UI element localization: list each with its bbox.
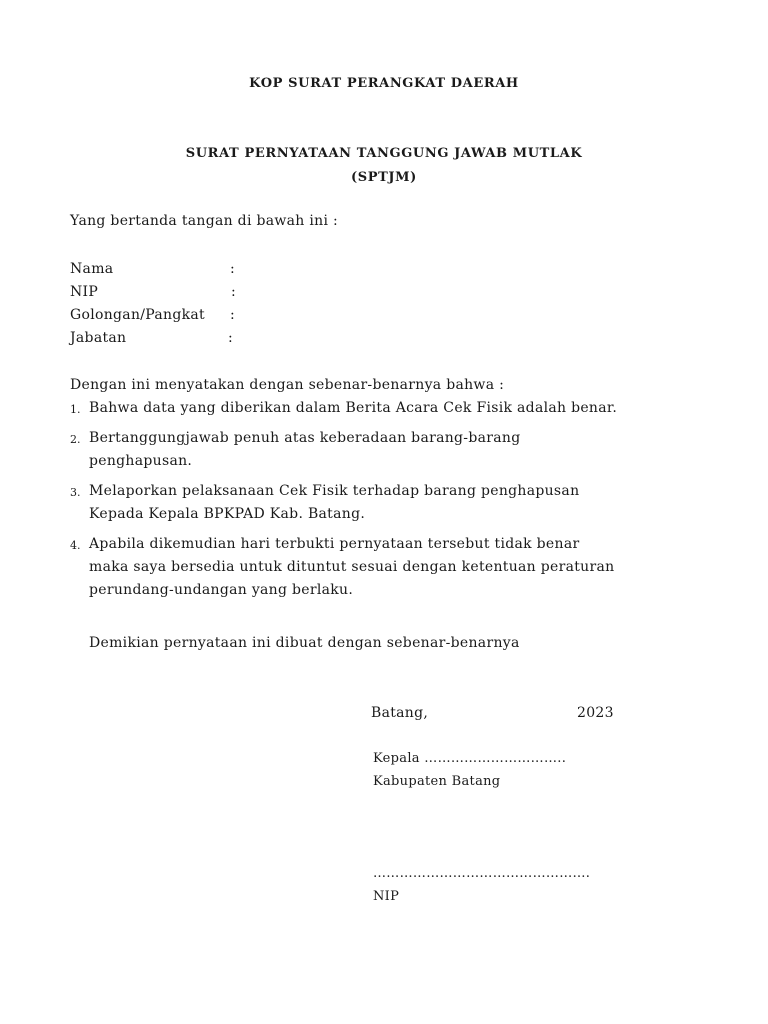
list-item-line: Bertanggungjawab penuh atas keberadaan barang-barang (89, 430, 521, 446)
list-item-line: maka saya bersedia untuk dituntut sesuai dengan ketentuan peraturan (89, 559, 615, 575)
field-colon-jabatan: : (228, 330, 234, 346)
field-colon-golongan: : (230, 307, 236, 323)
signature-year: 2023 (577, 705, 614, 721)
signature-position: Kepala ………………………….. (373, 751, 567, 766)
document-title: SURAT PERNYATAAN TANGGUNG JAWAB MUTLAK (185, 146, 583, 161)
field-colon-nama: : (230, 261, 236, 277)
signature-place: Batang, (371, 705, 429, 721)
list-item-line: penghapusan. (89, 453, 193, 469)
list-item-number: 2. (70, 433, 81, 446)
field-colon-nip: : (231, 284, 237, 300)
field-label-jabatan: Jabatan (70, 330, 127, 346)
list-item-number: 4. (70, 539, 81, 552)
letterhead-title: KOP SURAT PERANGKAT DAERAH (249, 76, 519, 91)
statement-intro: Dengan ini menyatakan dengan sebenar-benarnya bahwa : (70, 377, 505, 393)
signature-name-line: …………………………………………. (373, 866, 591, 881)
document-subtitle: (SPTJM) (351, 170, 417, 185)
list-item-line: Apabila dikemudian hari terbukti pernyataan tersebut tidak benar (89, 536, 580, 552)
list-item-line: perundang-undangan yang berlaku. (89, 582, 354, 598)
list-item-line: Bahwa data yang diberikan dalam Berita Acara Cek Fisik adalah benar. (89, 400, 618, 416)
list-item-number: 1. (70, 403, 81, 416)
field-label-nama: Nama (70, 261, 114, 277)
field-label-nip: NIP (70, 284, 99, 300)
field-label-golongan: Golongan/Pangkat (70, 307, 205, 323)
closing-text: Demikian pernyataan ini dibuat dengan sebenar-benarnya (89, 635, 520, 651)
list-item-number: 3. (70, 486, 81, 499)
list-item-line: Kepada Kepala BPKPAD Kab. Batang. (89, 506, 366, 522)
signature-nip: NIP (373, 889, 400, 904)
intro-text: Yang bertanda tangan di bawah ini : (70, 213, 339, 229)
signature-office: Kabupaten Batang (373, 774, 501, 789)
list-item-line: Melaporkan pelaksanaan Cek Fisik terhadap barang penghapusan (89, 483, 580, 499)
